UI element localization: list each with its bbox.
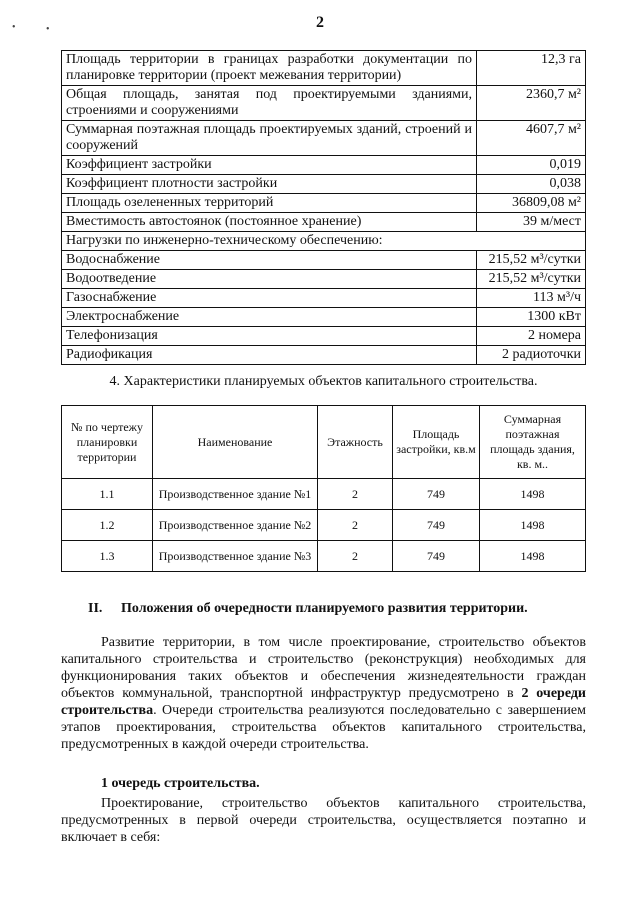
parameter-name: Общая площадь, занятая под проектируемыми зданиями, строениями и сооружениями <box>62 86 477 121</box>
stage-1-paragraph: Проектирование, строительство объектов капитального строительства, предусмотренных в первой очереди строительства, осуществляется поэтапно и включает в себя: <box>61 796 586 845</box>
parameter-name: Радиофикация <box>62 346 477 365</box>
parameter-name: Водоотведение <box>62 270 477 289</box>
parameter-group-label: Нагрузки по инженерно-техническому обеспечению: <box>62 232 586 251</box>
paragraph-bold-text: 2 очереди строительства <box>61 686 587 718</box>
parameter-value: 0,038 <box>477 175 586 194</box>
paragraph-text: Развитие территории, в том числе проектирование, строительство объектов капитального строительства и строительство (реконструкция) необходимых для функционирования таких объектов и обеспечения жизнедеятельности граждан объектов коммунальной, транспортной инфраструктур предусмотрено в <box>61 635 586 701</box>
page-number: 2 <box>316 14 324 31</box>
drawing-number-cell: 1.1 <box>62 479 153 510</box>
parameter-value: 12,3 га <box>477 51 586 86</box>
scan-dot: • <box>12 22 16 33</box>
paragraph-text: . Очереди строительства реализуются последовательно с завершением этапов проектирования, строительства объектов капитального строительства, предусмотренных в каждой очереди строительства. <box>61 703 586 752</box>
section-2-numeral: II. <box>88 601 103 616</box>
development-paragraph <box>61 634 586 753</box>
section-2-heading <box>88 601 528 617</box>
parameter-row <box>62 327 586 346</box>
parameter-row <box>62 308 586 327</box>
parameter-row <box>62 213 586 232</box>
parameter-value: 4607,7 м² <box>477 121 586 156</box>
drawing-number-cell: 1.3 <box>62 541 153 572</box>
parameter-name: Телефонизация <box>62 327 477 346</box>
header-total-floor-area: Суммарная поэтажная площадь здания, кв. м.. <box>480 406 586 479</box>
parameter-value: 36809,08 м² <box>477 194 586 213</box>
building-area-cell: 749 <box>393 479 480 510</box>
parameter-row <box>62 51 586 86</box>
parameter-value: 0,019 <box>477 156 586 175</box>
header-name: Наименование <box>153 406 318 479</box>
section-4-heading: 4. Характеристики планируемых объектов капитального строительства. <box>109 374 538 389</box>
parameter-value: 2 радиоточки <box>477 346 586 365</box>
parameter-row <box>62 121 586 156</box>
objects-table <box>61 405 586 572</box>
parameter-name: Водоснабжение <box>62 251 477 270</box>
total-floor-area-cell: 1498 <box>480 510 586 541</box>
floors-cell: 2 <box>318 541 393 572</box>
floors-cell: 2 <box>318 510 393 541</box>
parameters-table <box>61 50 586 365</box>
parameter-name: Коэффициент застройки <box>62 156 477 175</box>
floors-cell: 2 <box>318 479 393 510</box>
section-2-title: Положения об очередности планируемого развития территории. <box>121 601 528 616</box>
parameter-row <box>62 270 586 289</box>
parameter-name: Площадь озелененных территорий <box>62 194 477 213</box>
parameter-row <box>62 289 586 308</box>
object-row <box>62 541 586 572</box>
object-name-cell: Производственное здание №1 <box>153 479 318 510</box>
parameter-value: 113 м³/ч <box>477 289 586 308</box>
parameter-value: 39 м/мест <box>477 213 586 232</box>
total-floor-area-cell: 1498 <box>480 541 586 572</box>
header-floors: Этажность <box>318 406 393 479</box>
parameter-value: 1300 кВт <box>477 308 586 327</box>
parameter-row <box>62 86 586 121</box>
parameter-row <box>62 251 586 270</box>
parameter-row <box>62 156 586 175</box>
object-name-cell: Производственное здание №2 <box>153 510 318 541</box>
parameter-row <box>62 175 586 194</box>
object-row <box>62 510 586 541</box>
parameter-name: Электроснабжение <box>62 308 477 327</box>
parameter-value: 2360,7 м² <box>477 86 586 121</box>
object-name-cell: Производственное здание №3 <box>153 541 318 572</box>
drawing-number-cell: 1.2 <box>62 510 153 541</box>
building-area-cell: 749 <box>393 541 480 572</box>
total-floor-area-cell: 1498 <box>480 479 586 510</box>
header-building-area: Площадь застройки, кв.м <box>393 406 480 479</box>
parameter-name: Суммарная поэтажная площадь проектируемых зданий, строений и сооружений <box>62 121 477 156</box>
object-row <box>62 479 586 510</box>
header-drawing-number: № по чертежу планировки территории <box>62 406 153 479</box>
parameter-name: Вместимость автостоянок (постоянное хранение) <box>62 213 477 232</box>
parameter-name: Газоснабжение <box>62 289 477 308</box>
parameter-name: Площадь территории в границах разработки документации по планировке территории (проект межевания территории) <box>62 51 477 86</box>
parameter-row <box>62 346 586 365</box>
parameter-row <box>62 194 586 213</box>
parameter-name: Коэффициент плотности застройки <box>62 175 477 194</box>
parameter-row <box>62 232 586 251</box>
scan-dot: • <box>46 24 50 35</box>
parameter-value: 215,52 м³/сутки <box>477 251 586 270</box>
building-area-cell: 749 <box>393 510 480 541</box>
objects-table-header <box>62 406 586 479</box>
parameter-value: 215,52 м³/сутки <box>477 270 586 289</box>
parameter-value: 2 номера <box>477 327 586 346</box>
stage-1-heading: 1 очередь строительства. <box>101 776 260 791</box>
